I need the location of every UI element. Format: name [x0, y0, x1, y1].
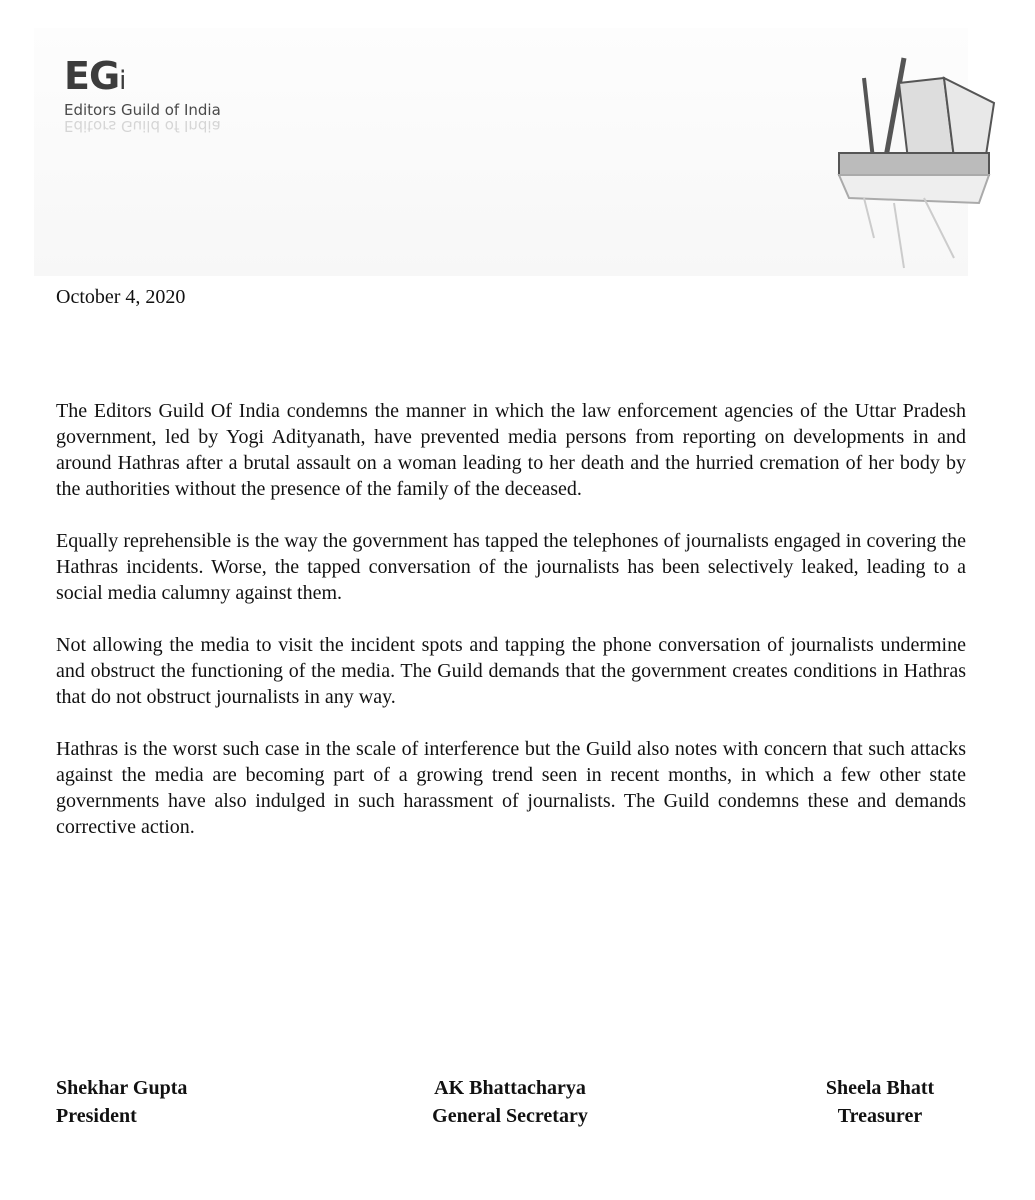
signatory-title: President [56, 1105, 137, 1127]
signatory-title: Treasurer [837, 1105, 923, 1127]
letter-date: October 4, 2020 [56, 286, 186, 308]
signatory-treasurer [800, 1074, 960, 1130]
book-quill-icon [804, 38, 1004, 278]
letter-body [56, 398, 966, 866]
organization-name: Editors Guild of India [64, 101, 221, 119]
logo-mark-suffix: i [119, 66, 126, 96]
paragraph: Hathras is the worst such case in the scale of interference but the Guild also notes with concern that such attacks against the media are becoming part of a growing trend seen in recent months, in which a few other state governments have also indulged in such harassment of journalists. The Guild condemns these and demands corrective action. [56, 738, 966, 838]
logo-mark [64, 54, 221, 99]
signatory-name: AK Bhattacharya [434, 1077, 586, 1099]
paragraph: Not allowing the media to visit the incident spots and tapping the phone conversation of journalists undermine and obstruct the functioning of the media. The Guild demands that the government creates conditions in Hathras that do not obstruct journalists in any way. [56, 634, 966, 708]
paragraph: Equally reprehensible is the way the government has tapped the telephones of journalists engaged in covering the Hathras incidents. Worse, the tapped conversation of the journalists has been selectively leaked, leading to a social media calumny against them. [56, 530, 966, 604]
signatory-general-secretary [400, 1074, 620, 1130]
organization-name-reflection: Editors Guild of India [64, 117, 221, 135]
egi-logo [64, 54, 221, 135]
letterhead [34, 28, 968, 276]
signatory-president [56, 1074, 187, 1130]
signatory-name: Shekhar Gupta [56, 1077, 188, 1099]
signatory-title: General Secretary [432, 1105, 588, 1127]
paragraph: The Editors Guild Of India condemns the manner in which the law enforcement agencies of the Uttar Pradesh government, led by Yogi Adityanath, have prevented media persons from reporting on developments in and around Hathras after a brutal assault on a woman leading to her death and the hurried cremation of her body by the authorities without the presence of the family of the deceased. [56, 400, 966, 500]
logo-mark-text: EG [64, 54, 120, 98]
signatory-name: Sheela Bhatt [825, 1077, 935, 1099]
